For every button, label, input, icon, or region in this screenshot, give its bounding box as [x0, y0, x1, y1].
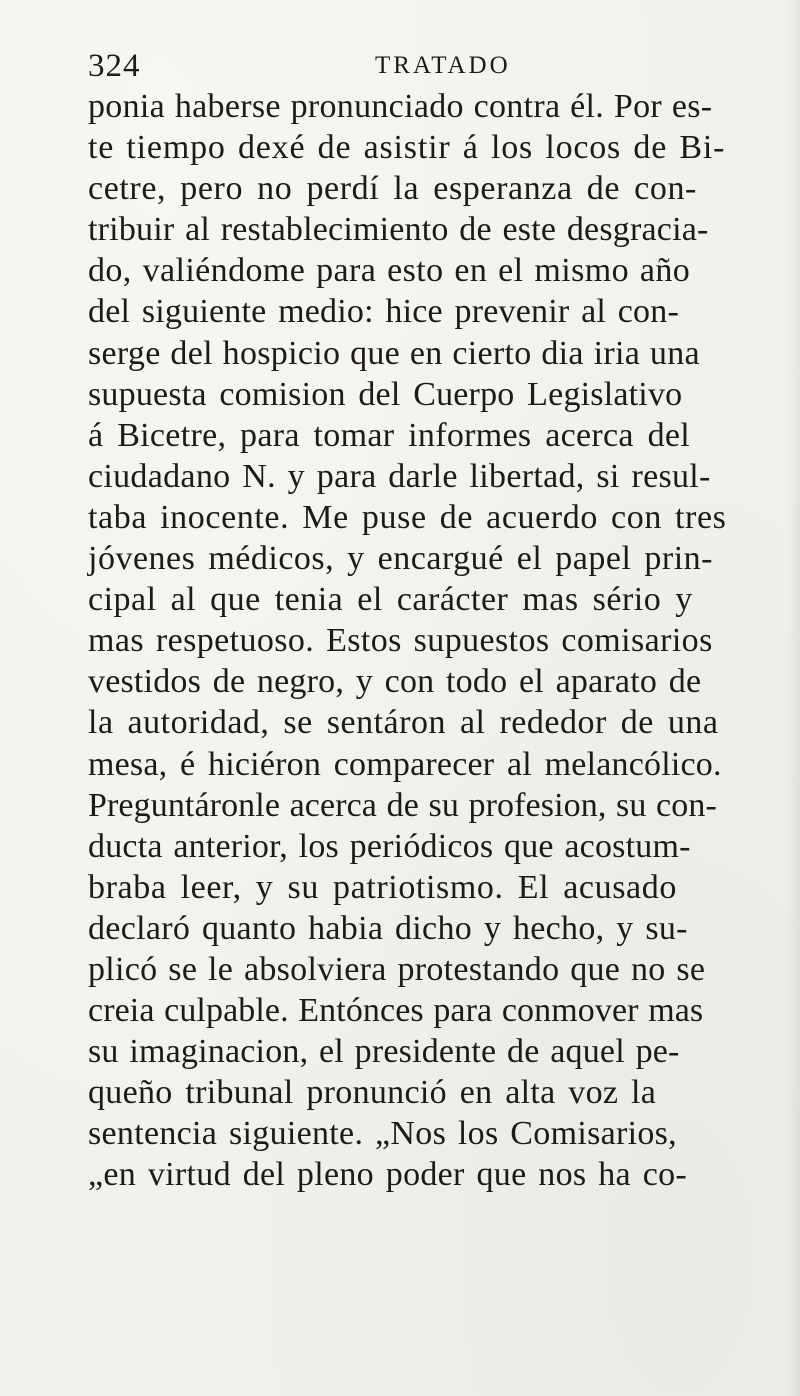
running-title: TRATADO	[375, 52, 511, 79]
body-text	[88, 86, 788, 1196]
text-line: sentencia siguiente. „Nos los Comisarios,	[88, 1115, 677, 1153]
text-line: su imaginacion, el presidente de aquel pe-	[88, 1033, 680, 1071]
text-line: Preguntáronle acerca de su profesion, su con-	[88, 786, 717, 824]
text-line: ciudadano N. y para darle libertad, si resul-	[88, 457, 711, 495]
text-line: creia culpable. Entónces para conmover mas	[88, 992, 704, 1030]
text-line: braba leer, y su patriotismo. El acusado	[88, 868, 677, 906]
text-line: te tiempo dexé de asistir á los locos de Bi-	[88, 129, 726, 167]
text-line: serge del hospicio que en cierto dia iria una	[88, 334, 700, 372]
text-line: tribuir al restablecimiento de este desgracia-	[88, 211, 709, 249]
text-line: taba inocente. Me puse de acuerdo con tres	[88, 498, 727, 536]
text-line: la autoridad, se sentáron al rededor de una	[88, 704, 719, 742]
text-line: cipal al que tenia el carácter mas sério y	[88, 581, 693, 619]
text-line: plicó se le absolviera protestando que no se	[88, 950, 706, 988]
text-line: mas respetuoso. Estos supuestos comisarios	[88, 622, 713, 660]
text-line: supuesta comision del Cuerpo Legislativo	[88, 375, 683, 413]
text-line: declaró quanto habia dicho y hecho, y su-	[88, 909, 688, 947]
text-line: ducta anterior, los periódicos que acostum-	[88, 827, 691, 865]
text-line: del siguiente medio: hice prevenir al con-	[88, 293, 679, 331]
text-line: „en virtud del pleno poder que nos ha co-	[88, 1156, 688, 1194]
page-number: 324	[88, 48, 141, 84]
text-line: á Bicetre, para tomar informes acerca del	[88, 416, 691, 454]
text-line: vestidos de negro, y con todo el aparato de	[88, 663, 702, 701]
text-line: mesa, é hiciéron comparecer al melancólico.	[88, 745, 722, 783]
text-line: do, valiéndome para esto en el mismo año	[88, 252, 691, 290]
page-edge-shadow	[786, 0, 800, 1396]
page-header	[88, 46, 728, 90]
text-line: jóvenes médicos, y encargué el papel prin-	[88, 540, 713, 578]
text-line: ponia haberse pronunciado contra él. Por es-	[88, 88, 713, 125]
text-line: cetre, pero no perdí la esperanza de con-	[88, 170, 697, 208]
text-line: queño tribunal pronunció en alta voz la	[88, 1074, 657, 1112]
